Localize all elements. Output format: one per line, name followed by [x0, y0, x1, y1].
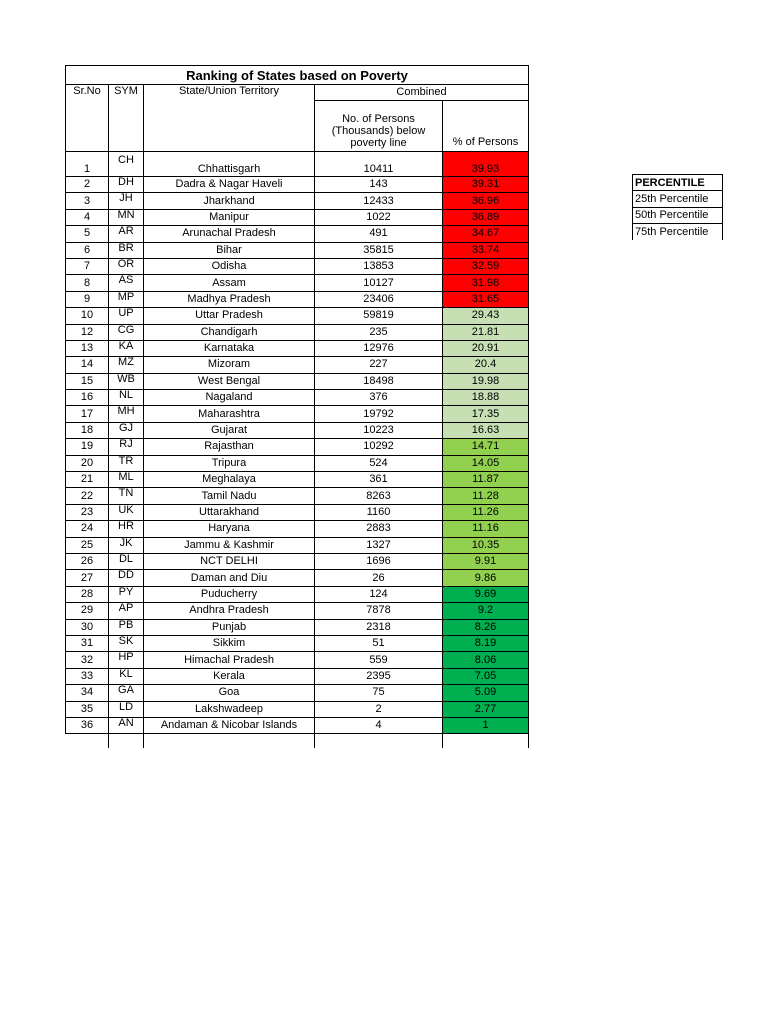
cell-sym: RJ [109, 439, 144, 455]
cell-srno: 35 [66, 701, 109, 717]
cell-state: Punjab [144, 619, 315, 635]
cell-persons: 235 [315, 324, 443, 340]
cell-persons: 12976 [315, 340, 443, 356]
cell-percent: 20.91 [443, 340, 529, 356]
table-row [66, 152, 529, 177]
cell-percent: 1 [443, 717, 529, 733]
table-row [66, 373, 529, 389]
cell-sym: PY [109, 586, 144, 602]
table-row [66, 324, 529, 340]
table-row [66, 291, 529, 307]
cell-percent: 39.31 [443, 177, 529, 193]
cell-persons: 75 [315, 685, 443, 701]
cell-srno: 3 [66, 193, 109, 209]
cell-state: Meghalaya [144, 472, 315, 488]
cell-persons: 227 [315, 357, 443, 373]
table-row [66, 242, 529, 258]
cell-persons: 51 [315, 635, 443, 651]
cell-srno: 5 [66, 226, 109, 242]
table-row [66, 668, 529, 684]
cell-percent: 8.26 [443, 619, 529, 635]
cell-state: Odisha [144, 258, 315, 274]
cell-state: Rajasthan [144, 439, 315, 455]
cell-sym: OR [109, 258, 144, 274]
percentile-50th: 50th Percentile [633, 207, 723, 223]
cell-srno: 22 [66, 488, 109, 504]
cell-state: Puducherry [144, 586, 315, 602]
cell-percent: 8.19 [443, 635, 529, 651]
cell-srno: 20 [66, 455, 109, 471]
cell-srno: 1 [66, 152, 109, 177]
cell-state: Arunachal Pradesh [144, 226, 315, 242]
header-percent-persons: % of Persons [443, 101, 529, 152]
cell-state: Andhra Pradesh [144, 603, 315, 619]
header-sym: SYM [109, 85, 144, 152]
header-combined: Combined [315, 85, 529, 101]
cell-persons: 23406 [315, 291, 443, 307]
cell-srno: 29 [66, 603, 109, 619]
cell-srno: 12 [66, 324, 109, 340]
cell-percent: 10.35 [443, 537, 529, 553]
cell-percent: 36.96 [443, 193, 529, 209]
cell-persons: 143 [315, 177, 443, 193]
cell-sym: GJ [109, 422, 144, 438]
cell-sym: JK [109, 537, 144, 553]
table-row [66, 422, 529, 438]
cell-sym: AP [109, 603, 144, 619]
cell-percent: 39.93 [443, 152, 529, 177]
cell-percent: 7.05 [443, 668, 529, 684]
table-row [66, 717, 529, 733]
cell-percent: 19.98 [443, 373, 529, 389]
table-row [66, 685, 529, 701]
cell-srno: 2 [66, 177, 109, 193]
cell-state: Assam [144, 275, 315, 291]
cell-srno: 26 [66, 553, 109, 569]
cell-srno: 27 [66, 570, 109, 586]
cell-persons: 59819 [315, 308, 443, 324]
cell-persons: 4 [315, 717, 443, 733]
table-row [66, 193, 529, 209]
table-row [66, 652, 529, 668]
cell-state: Daman and Diu [144, 570, 315, 586]
cell-percent: 9.69 [443, 586, 529, 602]
cell-srno: 31 [66, 635, 109, 651]
cell-percent: 2.77 [443, 701, 529, 717]
cell-state: Madhya Pradesh [144, 291, 315, 307]
cell-state: Uttarakhand [144, 504, 315, 520]
cell-percent: 9.86 [443, 570, 529, 586]
cell-percent: 20.4 [443, 357, 529, 373]
cell-sym: CG [109, 324, 144, 340]
percentile-box-viewport [632, 170, 768, 240]
cell-sym: NL [109, 390, 144, 406]
cell-srno: 30 [66, 619, 109, 635]
cell-persons: 124 [315, 586, 443, 602]
table-row [66, 209, 529, 225]
cell-persons: 2 [315, 701, 443, 717]
cell-srno: 24 [66, 521, 109, 537]
cell-srno: 32 [66, 652, 109, 668]
cell-srno: 4 [66, 209, 109, 225]
cell-state: Goa [144, 685, 315, 701]
table-row [66, 455, 529, 471]
cell-sym: BR [109, 242, 144, 258]
cell-state: Chhattisgarh [144, 152, 315, 177]
header-state: State/Union Territory [144, 85, 315, 152]
cell-sym: MH [109, 406, 144, 422]
cell-srno: 10 [66, 308, 109, 324]
cell-srno: 7 [66, 258, 109, 274]
poverty-ranking-table [65, 65, 529, 748]
cell-persons: 559 [315, 652, 443, 668]
table-row [66, 570, 529, 586]
cell-persons: 8263 [315, 488, 443, 504]
cell-state: Gujarat [144, 422, 315, 438]
cell-percent: 33.74 [443, 242, 529, 258]
table-row [66, 488, 529, 504]
cell-state: Chandigarh [144, 324, 315, 340]
cell-sym: SK [109, 635, 144, 651]
blank-cell [144, 734, 315, 749]
cell-percent: 11.87 [443, 472, 529, 488]
cell-percent: 9.2 [443, 603, 529, 619]
table-row [66, 472, 529, 488]
cell-persons: 2318 [315, 619, 443, 635]
cell-srno: 9 [66, 291, 109, 307]
table-row [66, 701, 529, 717]
cell-state: Maharashtra [144, 406, 315, 422]
cell-percent: 11.16 [443, 521, 529, 537]
table-row [66, 619, 529, 635]
cell-persons: 1696 [315, 553, 443, 569]
percentile-25th: 25th Percentile [633, 191, 723, 207]
cell-percent: 21.81 [443, 324, 529, 340]
cell-state: Uttar Pradesh [144, 308, 315, 324]
cell-sym: ML [109, 472, 144, 488]
cell-state: Himachal Pradesh [144, 652, 315, 668]
cell-srno: 15 [66, 373, 109, 389]
blank-cell [66, 734, 109, 749]
percentile-75th: 75th Percentile [633, 224, 723, 240]
table-row [66, 603, 529, 619]
cell-state: Andaman & Nicobar Islands [144, 717, 315, 733]
cell-persons: 376 [315, 390, 443, 406]
cell-srno: 21 [66, 472, 109, 488]
table-row [66, 635, 529, 651]
cell-percent: 29.43 [443, 308, 529, 324]
cell-srno: 23 [66, 504, 109, 520]
cell-srno: 19 [66, 439, 109, 455]
cell-sym: UP [109, 308, 144, 324]
cell-srno: 28 [66, 586, 109, 602]
cell-srno: 6 [66, 242, 109, 258]
table-row [66, 390, 529, 406]
cell-percent: 36.89 [443, 209, 529, 225]
cell-srno: 18 [66, 422, 109, 438]
header-persons-below-poverty: No. of Persons (Thousands) below poverty line [315, 101, 443, 152]
blank-cell [443, 734, 529, 749]
cell-srno: 33 [66, 668, 109, 684]
table-row [66, 308, 529, 324]
cell-percent: 9.91 [443, 553, 529, 569]
cell-persons: 1022 [315, 209, 443, 225]
cell-persons: 19792 [315, 406, 443, 422]
cell-persons: 10127 [315, 275, 443, 291]
percentile-box [632, 174, 723, 240]
cell-percent: 5.09 [443, 685, 529, 701]
cell-sym: GA [109, 685, 144, 701]
cell-percent: 18.88 [443, 390, 529, 406]
table-row [66, 357, 529, 373]
cell-percent: 31.65 [443, 291, 529, 307]
cell-srno: 13 [66, 340, 109, 356]
cell-sym: AR [109, 226, 144, 242]
cell-state: Jammu & Kashmir [144, 537, 315, 553]
cell-state: Lakshwadeep [144, 701, 315, 717]
cell-state: Sikkim [144, 635, 315, 651]
cell-persons: 35815 [315, 242, 443, 258]
cell-persons: 18498 [315, 373, 443, 389]
cell-persons: 524 [315, 455, 443, 471]
cell-sym: MP [109, 291, 144, 307]
percentile-header: PERCENTILE [633, 175, 723, 191]
cell-sym: TR [109, 455, 144, 471]
cell-sym: MZ [109, 357, 144, 373]
cell-srno: 14 [66, 357, 109, 373]
cell-percent: 14.05 [443, 455, 529, 471]
cell-persons: 2883 [315, 521, 443, 537]
cell-srno: 16 [66, 390, 109, 406]
cell-srno: 8 [66, 275, 109, 291]
cell-persons: 10223 [315, 422, 443, 438]
cell-srno: 25 [66, 537, 109, 553]
cell-sym: DL [109, 553, 144, 569]
table-row [66, 226, 529, 242]
table-row [66, 553, 529, 569]
cell-percent: 31.98 [443, 275, 529, 291]
cell-sym: DH [109, 177, 144, 193]
cell-sym: DD [109, 570, 144, 586]
cell-percent: 14.71 [443, 439, 529, 455]
cell-persons: 10292 [315, 439, 443, 455]
cell-state: Dadra & Nagar Haveli [144, 177, 315, 193]
table-row [66, 258, 529, 274]
table-row [66, 275, 529, 291]
cell-sym: AN [109, 717, 144, 733]
cell-sym: KA [109, 340, 144, 356]
cell-sym: KL [109, 668, 144, 684]
cell-state: Bihar [144, 242, 315, 258]
cell-percent: 11.28 [443, 488, 529, 504]
cell-sym: UK [109, 504, 144, 520]
cell-percent: 8.06 [443, 652, 529, 668]
cell-state: Manipur [144, 209, 315, 225]
cell-persons: 491 [315, 226, 443, 242]
cell-persons: 7878 [315, 603, 443, 619]
cell-state: NCT DELHI [144, 553, 315, 569]
cell-sym: PB [109, 619, 144, 635]
table-row [66, 439, 529, 455]
cell-sym: JH [109, 193, 144, 209]
cell-sym: MN [109, 209, 144, 225]
blank-cell [109, 734, 144, 749]
cell-sym: TN [109, 488, 144, 504]
cell-sym: AS [109, 275, 144, 291]
cell-persons: 2395 [315, 668, 443, 684]
table-row [66, 406, 529, 422]
table-row [66, 504, 529, 520]
cell-state: Tamil Nadu [144, 488, 315, 504]
cell-state: Nagaland [144, 390, 315, 406]
cell-state: Mizoram [144, 357, 315, 373]
table-row [66, 177, 529, 193]
cell-percent: 11.26 [443, 504, 529, 520]
cell-sym: HP [109, 652, 144, 668]
cell-persons: 1327 [315, 537, 443, 553]
cell-persons: 26 [315, 570, 443, 586]
cell-percent: 16.63 [443, 422, 529, 438]
cell-persons: 1160 [315, 504, 443, 520]
cell-state: Tripura [144, 455, 315, 471]
cell-persons: 13853 [315, 258, 443, 274]
cell-percent: 32.59 [443, 258, 529, 274]
cell-sym: LD [109, 701, 144, 717]
cell-srno: 34 [66, 685, 109, 701]
table-row [66, 340, 529, 356]
cell-persons: 361 [315, 472, 443, 488]
cell-persons: 10411 [315, 152, 443, 177]
cell-state: Haryana [144, 521, 315, 537]
blank-row [66, 734, 529, 749]
table-title: Ranking of States based on Poverty [66, 66, 529, 85]
table-row [66, 521, 529, 537]
header-srno: Sr.No [66, 85, 109, 152]
cell-persons: 12433 [315, 193, 443, 209]
cell-state: West Bengal [144, 373, 315, 389]
cell-sym: WB [109, 373, 144, 389]
cell-srno: 17 [66, 406, 109, 422]
table-row [66, 537, 529, 553]
cell-srno: 36 [66, 717, 109, 733]
blank-cell [315, 734, 443, 749]
cell-percent: 34.67 [443, 226, 529, 242]
cell-percent: 17.35 [443, 406, 529, 422]
cell-sym: CH [109, 152, 144, 177]
cell-state: Jharkhand [144, 193, 315, 209]
cell-state: Kerala [144, 668, 315, 684]
cell-state: Karnataka [144, 340, 315, 356]
cell-sym: HR [109, 521, 144, 537]
table-row [66, 586, 529, 602]
